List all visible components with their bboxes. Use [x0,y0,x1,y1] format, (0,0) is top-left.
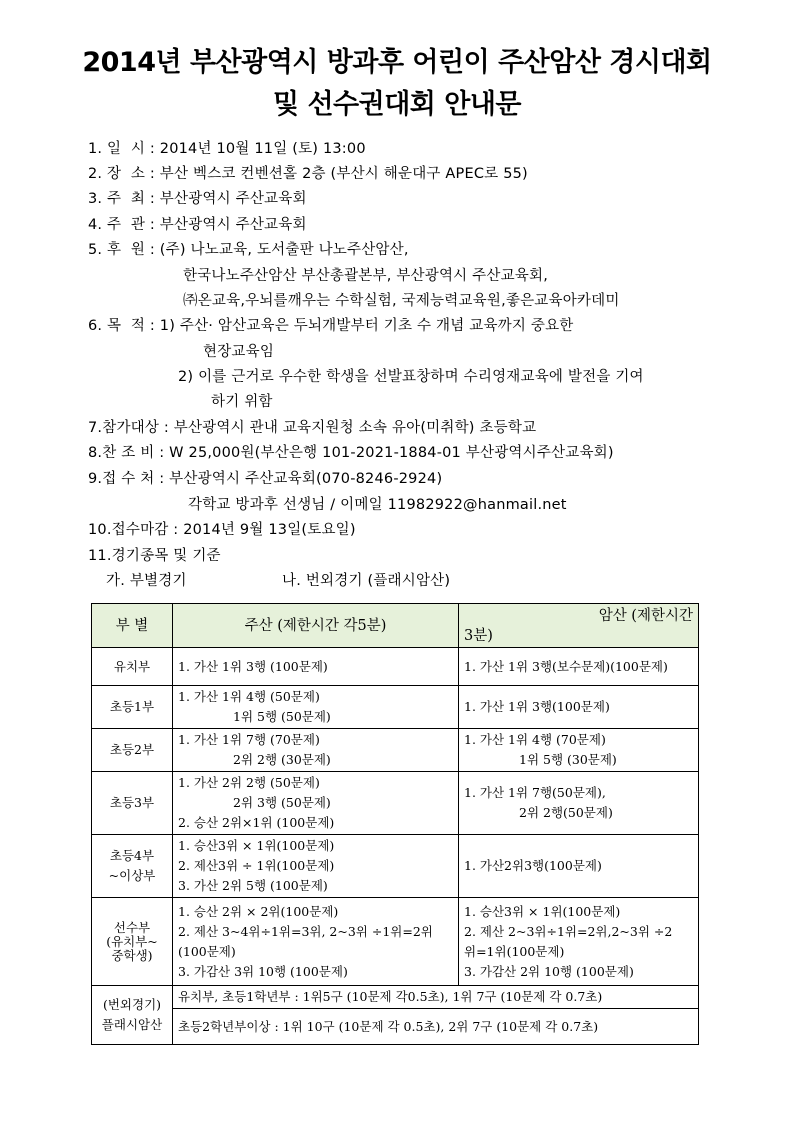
cell-line: 1. 승산3위 × 1위(100문제) [464,903,621,919]
division-cell [92,986,173,1045]
cell-line: 3. 가감산 2위 10행 (100문제) [464,963,634,979]
cell-line: 1. 가산 1위 3행(100문제) [464,699,610,714]
document-title-line2: 및 선수권대회 안내문 [272,89,522,120]
cell-line: 위=1위(100문제) [464,943,565,959]
info-date: 1. 일 시 : 2014년 10월 11일 (토) 13:00 [88,141,366,157]
flash-rule-cell: 유치부, 초등1학년부 : 1위5구 (10문제 각0.5초), 1위 7구 (10문제 각 0.7초) [173,986,699,1009]
cell-line: 1. 승산 2위 × 2위(100문제) [178,903,339,919]
cell-line: 2. 제산 3~4위÷1위=3위, 2~3위 ÷1위=2위 [178,923,433,939]
division-cell: 초등3부 [92,772,173,835]
table-row [92,686,699,729]
cell-line: 2위 2행(50문제) [519,805,613,820]
abacus-cell [173,772,459,835]
header-division: 부 별 [92,604,173,648]
competition-table [91,603,699,1045]
info-registration-cont: 각학교 방과후 선생님 / 이메일 11982922@hanmail.net [188,497,567,513]
cell-line: 1위 5행 (50문제) [233,709,331,724]
header-mental [459,604,699,648]
table-row [92,772,699,835]
cell-line: 1. 가산 1위 4행 (50문제) [178,689,320,704]
cell-line: 2. 승산 2위×1위 (100문제) [178,815,335,830]
cell-line: 1. 가산 1위 4행 (70문제) [464,732,606,747]
cell-line: 중학생) [111,947,153,963]
division-cell: 초등2부 [92,729,173,772]
info-registration: 9.접 수 처 : 부산광역시 주산교육회(070-8246-2924) [88,471,443,487]
mental-cell [459,772,699,835]
abacus-cell [173,686,459,729]
cell-line: 1. 가산2위3행(100문제) [464,858,602,873]
info-sponsor-cont-1: 한국나노주산암산 부산총괄본부, 부산광역시 주산교육회, [183,268,549,284]
info-host: 3. 주 최 : 부산광역시 주산교육회 [88,191,307,207]
cell-line: 선수부 [113,919,151,935]
cell-line: 1위 5행 (30문제) [519,752,617,767]
info-events-b: 나. 번외경기 (플래시암산) [282,573,451,589]
info-purpose-2: 2) 이를 근거로 우수한 학생을 선발표창하며 수리영재교육에 발전을 기여 [178,369,644,385]
header-mental-line1: 암산 (제한시간 [598,607,693,624]
info-sponsor-cont-2: ㈜온교육,우뇌를깨우는 수학실험, 국제능력교육원,좋은교육아카데미 [183,293,620,309]
header-abacus: 주산 (제한시간 각5분) [173,604,459,648]
abacus-cell [173,898,459,986]
mental-cell [459,835,699,898]
cell-line: 3. 가산 2위 5행 (100문제) [178,878,328,893]
info-purpose-cont-2: 하기 위함 [211,394,273,410]
mental-cell [459,686,699,729]
cell-line: 1. 가산 1위 3행(보수문제)(100문제) [464,658,668,674]
table-row [92,648,699,686]
cell-line: 3. 가감산 3위 10행 (100문제) [178,963,348,979]
table-row [92,898,699,986]
table-row-flash [92,1009,699,1045]
abacus-cell [173,729,459,772]
cell-line: 2. 제산3위 ÷ 1위(100문제) [178,858,335,873]
cell-line: 1. 가산 1위 7행(50문제), [464,785,606,800]
cell-line: 초등4부 [109,848,155,863]
mental-cell [459,729,699,772]
flash-rule-cell: 초등2학년부이상 : 1위 10구 (10문제 각 0.5초), 2위 7구 (10문제 각 0.7초) [173,1009,699,1045]
division-cell: 초등1부 [92,686,173,729]
cell-line: 2위 2행 (30문제) [233,752,331,767]
cell-line: 2위 3행 (50문제) [233,795,331,810]
cell-line: 1. 가산 2위 2행 (50문제) [178,775,320,790]
mental-cell [459,648,699,686]
document-title-line1: 2014년 부산광역시 방과후 어린이 주산암산 경시대회 [82,47,712,78]
header-mental-line2: 3분) [464,627,493,644]
info-purpose-cont-1: 현장교육임 [203,344,275,360]
cell-line: 2. 제산 2~3위÷1위=2위,2~3위 ÷2 [464,923,673,939]
table-row [92,835,699,898]
abacus-cell [173,648,459,686]
table-row [92,729,699,772]
division-cell [92,898,173,986]
table-row-flash [92,986,699,1009]
info-organizer: 4. 주 관 : 부산광역시 주산교육회 [88,217,307,233]
cell-line: 1. 승산3위 × 1위(100문제) [178,838,335,853]
info-venue: 2. 장 소 : 부산 벡스코 컨벤션홀 2층 (부산시 해운대구 APEC로 55) [88,166,528,182]
division-cell [92,835,173,898]
info-eligibility: 7.참가대상 : 부산광역시 관내 교육지원청 소속 유아(미취학) 초등학교 [88,420,537,436]
cell-line: 플래시암산 [101,1017,163,1032]
cell-line: (번외경기) [102,997,162,1012]
cell-line: 1. 가산 1위 3행 (100문제) [178,658,328,674]
info-events-a: 가. 부별경기 [106,573,187,589]
abacus-cell [173,835,459,898]
info-purpose: 6. 목 적 : 1) 주산· 암산교육은 두뇌개발부터 기초 수 개념 교육까지 중요한 [88,318,574,334]
info-events: 11.경기종목 및 기준 [88,548,221,564]
info-fee: 8.찬 조 비 : W 25,000원(부산은행 101-2021-1884-01 부산광역시주산교육회) [88,445,614,461]
mental-cell [459,898,699,986]
table-header-row [92,604,699,648]
cell-line: (100문제) [178,943,236,959]
cell-line: ~이상부 [108,868,156,883]
info-sponsor: 5. 후 원 : (주) 나노교육, 도서출판 나노주산암산, [88,242,409,258]
cell-line: 1. 가산 1위 7행 (70문제) [178,732,320,747]
cell-line: (유치부~ [106,933,158,949]
division-cell: 유치부 [92,648,173,686]
info-deadline: 10.접수마감 : 2014년 9월 13일(토요일) [88,522,356,538]
